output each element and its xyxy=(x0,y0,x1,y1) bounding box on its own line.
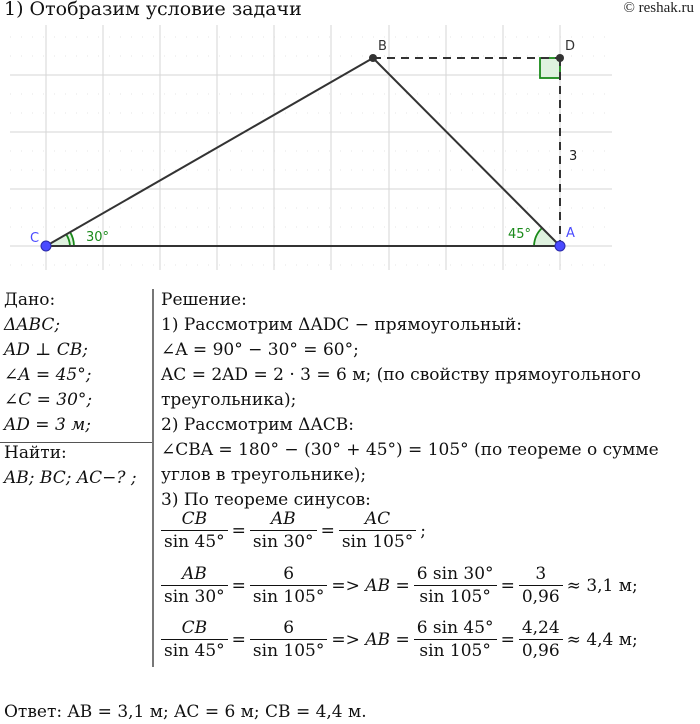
given-heading: Дано: xyxy=(4,290,56,310)
find-heading: Найти: xyxy=(4,443,67,463)
solution-section xyxy=(161,288,659,513)
given-section xyxy=(4,288,137,491)
label-c: C xyxy=(30,231,40,246)
given-item: ΔABC; xyxy=(4,315,61,335)
fraction: $\frac{4,24}{0,96}$ xyxy=(519,617,563,662)
angle-c-value: 30° xyxy=(86,230,110,245)
right-angle-marker xyxy=(540,58,560,78)
given-item: AD = 3 м; xyxy=(4,415,92,435)
label-b: B xyxy=(378,39,387,54)
fraction: $\frac{AC}{\sin 105^\circ}$ xyxy=(339,508,416,553)
solution-line: ∠CBA = 180° − (30° + 45°) = 105° (по теореме о сумме xyxy=(161,440,659,460)
solution-line: 3) По теореме синусов: xyxy=(161,490,371,510)
given-item: AD ⊥ CB; xyxy=(4,340,88,360)
segment-cb xyxy=(46,58,373,246)
solution-line: 1) Рассмотрим ΔADC − прямоугольный: xyxy=(161,315,522,335)
point-c xyxy=(41,241,51,251)
fraction: $\frac{6 \sin 30^\circ}{\sin 105^\circ}$ xyxy=(414,563,497,608)
section-title: 1) Отобразим условие задачи xyxy=(4,0,302,20)
solution-line: треугольника); xyxy=(161,390,297,410)
sine-law-equation: $\frac{CB}{\sin 45^\circ}$ = $\frac{AB}{\sin 30^\circ}$ = $\frac{AC}{\sin 105^\circ}$ ; xyxy=(161,508,430,553)
fraction: $\frac{AB}{\sin 30^\circ}$ xyxy=(250,508,317,553)
solution-line: AC = 2AD = 2 · 3 = 6 м; (по свойству прямоугольного xyxy=(161,365,642,385)
copyright-watermark: © reshak.ru xyxy=(623,0,694,16)
point-b xyxy=(369,54,377,62)
fraction: $\frac{CB}{\sin 45^\circ}$ xyxy=(161,617,228,662)
triangle-figure xyxy=(0,0,700,280)
solution-line: 2) Рассмотрим ΔACB: xyxy=(161,415,354,435)
fraction: $\frac{AB}{\sin 30^\circ}$ xyxy=(161,563,228,608)
fraction: $\frac{3}{0,96}$ xyxy=(519,563,563,608)
point-d xyxy=(556,54,564,62)
answer-line: Ответ: AB = 3,1 м; AC = 6 м; CB = 4,4 м. xyxy=(4,702,367,722)
segment-ba xyxy=(373,58,560,246)
fraction: $\frac{CB}{\sin 45^\circ}$ xyxy=(161,508,228,553)
given-find-divider xyxy=(0,442,152,443)
angle-a-value: 45° xyxy=(508,227,532,242)
label-a: A xyxy=(566,226,575,241)
solution-heading: Решение: xyxy=(161,290,247,310)
ab-equation: $\frac{AB}{\sin 30^\circ}$ = $\frac{6}{\sin 105^\circ}$ => AB = $\frac{6 \sin 30^\circ}{\sin 105^\circ}$ = $\frac{3}{0,96}$ ≈ 3,1 м; xyxy=(161,563,642,608)
given-item: ∠A = 45°; xyxy=(4,365,92,385)
find-items: AB; BC; AC−? ; xyxy=(4,468,137,488)
fraction: $\frac{6 \sin 45^\circ}{\sin 105^\circ}$ xyxy=(414,617,497,662)
ad-length-label: 3 xyxy=(569,149,578,164)
point-a xyxy=(555,241,565,251)
label-d: D xyxy=(565,39,576,54)
fraction: $\frac{6}{\sin 105^\circ}$ xyxy=(250,563,327,608)
solution-line: углов в треугольнике); xyxy=(161,465,367,485)
cb-equation: $\frac{CB}{\sin 45^\circ}$ = $\frac{6}{\sin 105^\circ}$ => AB = $\frac{6 \sin 45^\circ}{\sin 105^\circ}$ = $\frac{4,24}{0,96}$ ≈ 4,4 м; xyxy=(161,617,642,662)
given-solution-divider xyxy=(152,289,154,667)
solution-line: ∠A = 90° − 30° = 60°; xyxy=(161,340,359,360)
fraction: $\frac{6}{\sin 105^\circ}$ xyxy=(250,617,327,662)
given-item: ∠C = 30°; xyxy=(4,390,93,410)
